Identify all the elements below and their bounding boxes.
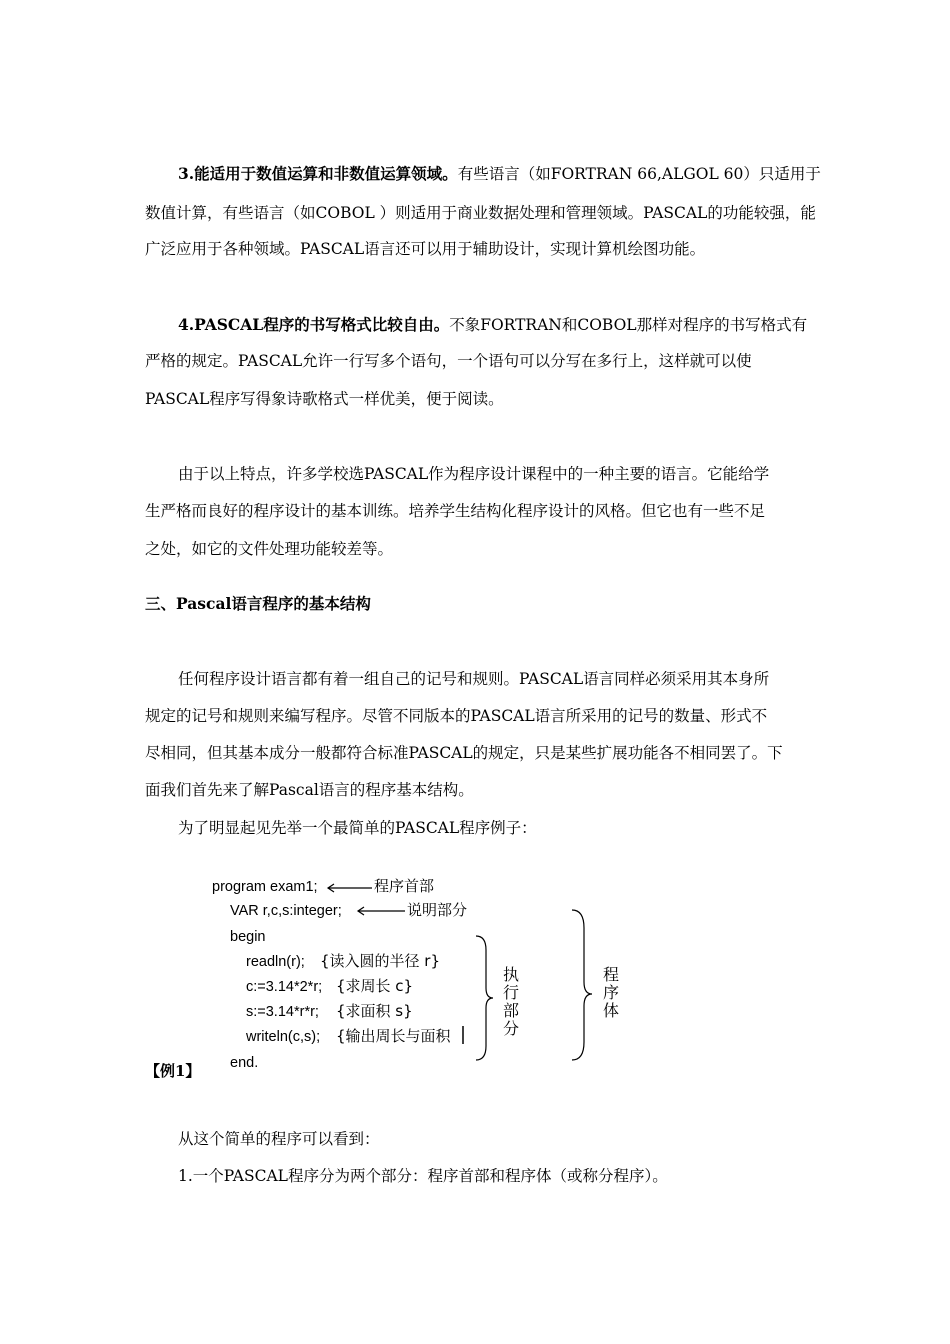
code-line-2: VAR r,c,s:integer; [230,903,342,919]
section-heading: 三、Pascal语言程序的基本结构 [145,594,371,613]
para4-line2: 严格的规定。PASCAL允许一行写多个语句，一个语句可以分写在多行上，这样就可以使 [145,352,752,370]
para6-line1: 任何程序设计语言都有着一组自己的记号和规则。PASCAL语言同样必须采用其本身所 [178,670,770,688]
para4-line1 [178,315,807,335]
para4-line1-text: 不象FORTRAN和COBOL那样对程序的书写格式有 [449,316,808,334]
code-line-1: program exam1; [212,879,318,895]
code-line-3: begin [230,929,266,945]
label-header: 程序首部 [374,877,435,895]
code-line-4: readln(r); [246,954,305,970]
para5-line1: 由于以上特点，许多学校选PASCAL作为程序设计课程中的一种主要的语言。它能给学 [178,465,770,483]
para6-line2: 规定的记号和规则来编写程序。尽管不同版本的PASCAL语言所采用的记号的数量、形式不 [145,707,768,725]
para3-lead: 3.能适用于数值运算和非数值运算领域。 [178,164,458,183]
para6-line3: 尽相同，但其基本成分一般都符合标准PASCAL的规定，只是某些扩展功能各不相同罢了。下 [145,744,783,762]
code-comment-6: {求面积 s} [336,1002,413,1020]
exec-brace [476,936,493,1060]
body-brace [572,910,592,1060]
para6-line4: 面我们首先来了解Pascal语言的程序基本结构。 [145,781,474,799]
code-comment-5: {求周长 c} [336,977,414,995]
code-line-6: s:=3.14*r*r; [246,1004,319,1020]
para3-line1 [178,164,821,184]
code-comment-7: {输出周长与面积 [336,1027,451,1045]
para4-lead: 4.PASCAL程序的书写格式比较自由。 [178,315,450,334]
example-label: 【例1】 [145,1062,201,1080]
para9-line: 1.一个PASCAL程序分为两个部分：程序首部和程序体（或称分程序）。 [178,1167,668,1185]
label-exec: 执行部分 [502,965,519,1038]
para4-line3: PASCAL程序写得象诗歌格式一样优美，便于阅读。 [145,390,504,408]
code-line-8: end. [230,1055,259,1071]
label-body: 程序体 [602,965,619,1020]
para5-line3: 之处，如它的文件处理功能较差等。 [145,540,394,558]
para3-line3: 广泛应用于各种领域。PASCAL语言还可以用于辅助设计，实现计算机绘图功能。 [145,240,706,258]
para8-line: 从这个简单的程序可以看到： [178,1130,380,1148]
code-comment-4: {读入圆的半径 r} [320,952,441,970]
para7-line: 为了明显起见先举一个最简单的PASCAL程序例子： [178,819,537,837]
para3-line1-text: 有些语言（如FORTRAN 66,ALGOL 60）只适用于 [457,165,821,183]
label-decl: 说明部分 [407,901,468,919]
program-example-figure [200,870,650,1080]
para3-line2: 数值计算，有些语言（如COBOL ）则适用于商业数据处理和管理领域。PASCAL的功能较强，能 [145,204,816,222]
para5-line2: 生严格而良好的程序设计的基本训练。培养学生结构化程序设计的风格。但它也有一些不足 [145,502,766,520]
code-line-5: c:=3.14*2*r; [246,979,323,995]
code-line-7: writeln(c,s); [246,1029,321,1045]
